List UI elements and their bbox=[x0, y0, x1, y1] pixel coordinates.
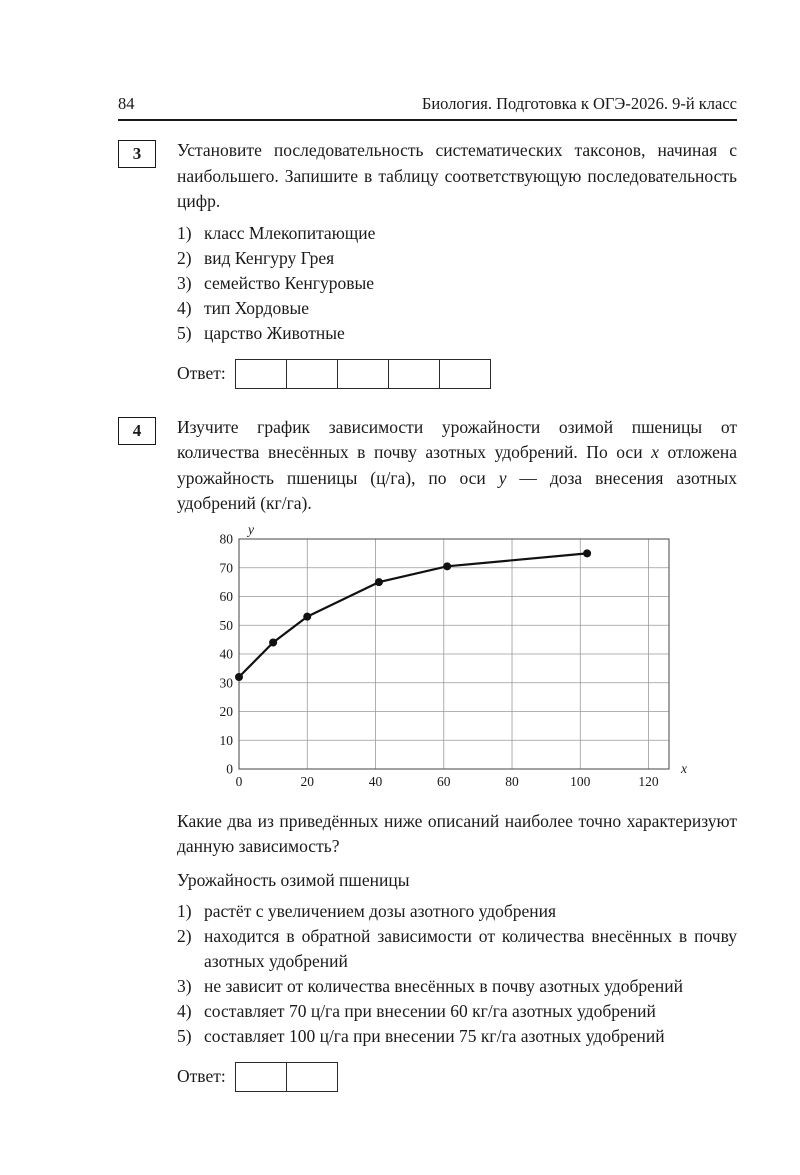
answer-cell bbox=[439, 360, 490, 388]
question-4-number-box bbox=[118, 417, 156, 445]
svg-text:10: 10 bbox=[219, 732, 233, 748]
svg-text:y: y bbox=[248, 522, 254, 537]
question-4-options bbox=[177, 899, 737, 1049]
option-number: 1) bbox=[177, 222, 192, 243]
question-4-answer-table bbox=[235, 1062, 338, 1092]
option-item bbox=[177, 974, 737, 999]
question-4-body bbox=[177, 415, 737, 1092]
option-text: растёт с увеличением дозы азотного удобрения bbox=[204, 900, 557, 921]
axis-y-variable: y bbox=[498, 467, 507, 488]
svg-text:80: 80 bbox=[219, 531, 233, 546]
option-number: 1) bbox=[177, 900, 192, 921]
question-4-answer-row bbox=[177, 1062, 737, 1092]
data-point bbox=[269, 638, 277, 646]
svg-text:80: 80 bbox=[505, 773, 519, 789]
option-number: 5) bbox=[177, 1025, 192, 1046]
option-item bbox=[177, 899, 737, 924]
svg-text:0: 0 bbox=[235, 773, 243, 789]
svg-text:20: 20 bbox=[219, 703, 233, 719]
option-number: 3) bbox=[177, 975, 192, 996]
option-text: класс Млекопитающие bbox=[204, 222, 376, 243]
running-title: Биология. Подготовка к ОГЭ-2026. 9-й класс bbox=[421, 94, 737, 113]
option-number: 2) bbox=[177, 247, 192, 268]
question-3-number: 3 bbox=[132, 144, 142, 163]
option-text: царство Животные bbox=[204, 322, 345, 343]
question-3 bbox=[118, 138, 737, 389]
svg-text:40: 40 bbox=[368, 773, 383, 789]
option-number: 2) bbox=[177, 925, 192, 946]
question-3-body bbox=[177, 138, 737, 389]
option-text: вид Кенгуру Грея bbox=[204, 247, 335, 268]
svg-text:0: 0 bbox=[226, 761, 233, 776]
page-number: 84 bbox=[118, 94, 135, 113]
svg-text:20: 20 bbox=[300, 773, 315, 789]
question-3-options bbox=[177, 221, 737, 346]
question-4 bbox=[118, 415, 737, 1092]
data-point bbox=[303, 612, 311, 620]
question-4-number: 4 bbox=[132, 420, 142, 440]
option-text: тип Хордовые bbox=[204, 297, 309, 318]
data-point bbox=[375, 578, 383, 586]
option-text: семейство Кенгуровые bbox=[204, 272, 374, 293]
svg-text:30: 30 bbox=[219, 674, 233, 690]
question-3-answer-row bbox=[177, 359, 737, 389]
page-header bbox=[118, 94, 737, 114]
answer-cell bbox=[286, 1063, 337, 1091]
option-number: 5) bbox=[177, 322, 192, 343]
svg-text:70: 70 bbox=[219, 559, 233, 575]
question-4-intro bbox=[177, 415, 737, 517]
svg-text:60: 60 bbox=[437, 773, 451, 789]
question-4-question: Какие два из приведённых ниже описаний наиболее точно характеризуют данную зависимость? bbox=[177, 810, 737, 856]
option-text: находится в обратной зависимости от количества внесённых в почву азотных удобрений bbox=[204, 925, 737, 971]
yield-chart bbox=[203, 523, 737, 802]
question-3-text: Установите последовательность систематических таксонов, начиная с наибольшего. Запишите в таблицу соответствующую последовательность цифр. bbox=[177, 140, 737, 211]
option-number: 3) bbox=[177, 272, 192, 293]
option-item bbox=[177, 924, 737, 974]
data-point bbox=[443, 562, 451, 570]
option-item bbox=[177, 246, 737, 271]
data-point bbox=[583, 549, 591, 557]
svg-text:60: 60 bbox=[219, 588, 233, 604]
answer-cell bbox=[388, 360, 439, 388]
option-number: 4) bbox=[177, 297, 192, 318]
yield-series-line bbox=[239, 553, 587, 677]
option-item bbox=[177, 321, 737, 346]
line-chart-svg bbox=[203, 523, 697, 797]
option-text: не зависит от количества внесённых в почву азотных удобрений bbox=[204, 975, 684, 996]
answer-cell bbox=[236, 1063, 286, 1091]
answer-label: Ответ: bbox=[177, 1066, 226, 1086]
option-item bbox=[177, 1024, 737, 1049]
intro-part-3: — доза внесения азотных удобрений (кг/га). bbox=[177, 467, 737, 513]
option-item bbox=[177, 271, 737, 296]
answer-label: Ответ: bbox=[177, 363, 226, 383]
header-rule bbox=[118, 119, 737, 121]
question-3-number-box bbox=[118, 140, 156, 168]
option-item bbox=[177, 296, 737, 321]
option-item bbox=[177, 221, 737, 246]
question-4-subject: Урожайность озимой пшеницы bbox=[177, 869, 410, 890]
answer-cell bbox=[337, 360, 388, 388]
option-text: составляет 70 ц/га при внесении 60 кг/га азотных удобрений bbox=[204, 1000, 656, 1021]
question-3-answer-table bbox=[235, 359, 491, 389]
option-text: составляет 100 ц/га при внесении 75 кг/га азотных удобрений bbox=[204, 1025, 665, 1046]
option-item bbox=[177, 999, 737, 1024]
svg-text:120: 120 bbox=[638, 773, 659, 789]
svg-text:40: 40 bbox=[219, 646, 233, 661]
option-number: 4) bbox=[177, 1000, 192, 1021]
svg-text:50: 50 bbox=[219, 617, 233, 633]
data-point bbox=[235, 673, 243, 681]
intro-part-2: отложена урожайность пшеницы (ц/га), по оси bbox=[177, 442, 737, 488]
answer-cell bbox=[286, 360, 337, 388]
svg-text:100: 100 bbox=[570, 773, 591, 789]
svg-text:x: x bbox=[681, 760, 687, 776]
answer-cell bbox=[236, 360, 286, 388]
intro-part-1: Изучите график зависимости урожайности озимой пшеницы от количества внесённых в почву азотных удобрений. По оси bbox=[177, 416, 737, 462]
axis-x-variable: x bbox=[651, 442, 659, 462]
